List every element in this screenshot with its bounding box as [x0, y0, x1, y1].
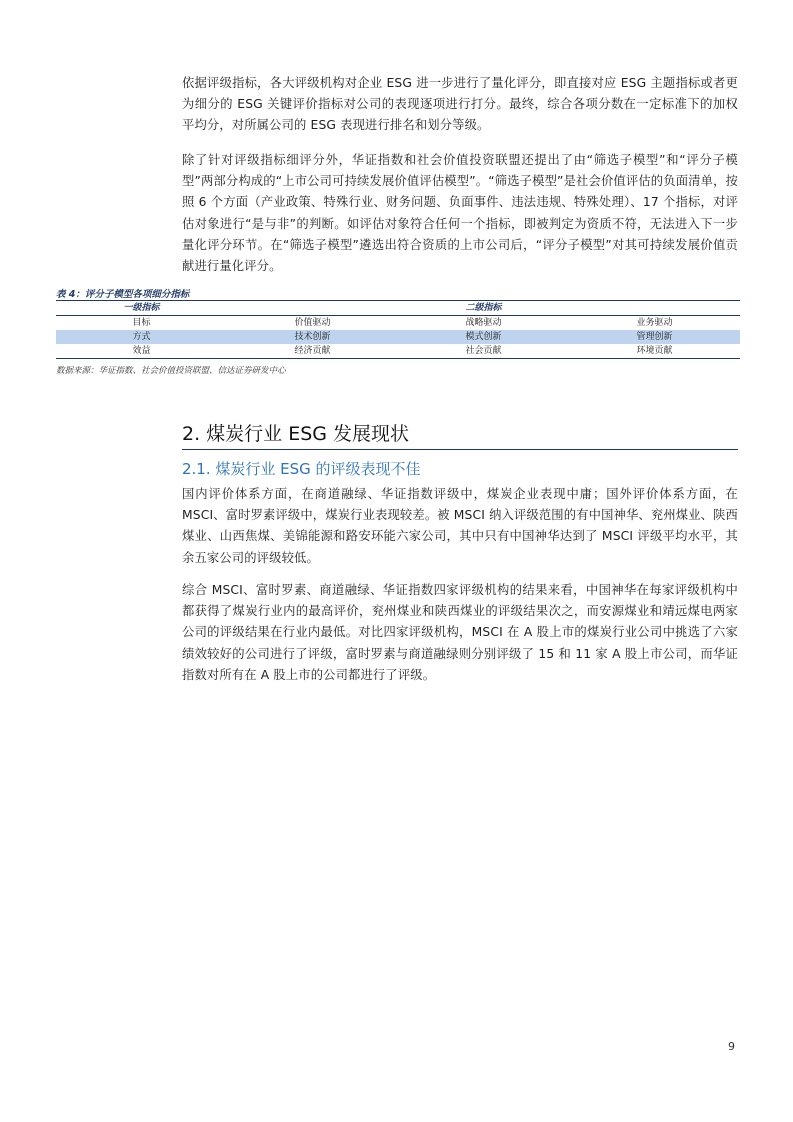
table-row — [56, 316, 740, 331]
paragraph-agency-comparison: 综合 MSCI、富时罗素、商道融绿、华证指数四家评级机构的结果来看，中国神华在每家评级机构中都获得了煤炭行业内的最高评价，兖州煤业和陕西煤业的评级结果次之，而安源煤业和靖远煤电两家公司的评级结果在行业内最低。对比四家评级机构，MSCI 在 A 股上市的煤炭行业公司中挑选了六家绩效较好的公司进行了评级，富时罗素与商道融绿则分别评级了 15 和 11 家 A 股上市公司，而华证指数对所有在 A 股上市的公司都进行了评级。 — [182, 583, 738, 682]
table-cell: 效益 — [56, 344, 227, 359]
table-row — [56, 330, 740, 344]
paragraph-domestic-foreign-ratings: 国内评价体系方面，在商道融绿、华证指数评级中，煤炭企业表现中庸；国外评价体系方面，在 MSCI、富时罗素评级中，煤炭行业表现较差。被 MSCI 纳入评级范围的有中国神华、兖州煤业、陕西煤业、山西焦煤、美锦能源和路安环能六家公司，其中只有中国神华达到了 MSCI 评级平均水平，其余五家公司的评级较低。 — [182, 487, 739, 565]
table-cell: 战略驱动 — [465, 318, 502, 328]
indicator-table — [56, 300, 740, 359]
table-cell: 环境贡献 — [569, 344, 740, 359]
table-cell: 社会贡献 — [398, 344, 569, 359]
table-cell: 管理创新 — [569, 330, 740, 344]
table-source-note: 数据来源：华证指数、社会价值投资联盟、信达证券研发中心 — [56, 366, 286, 376]
table-cell: 技术创新 — [227, 330, 398, 344]
subsection-title: 2.1. 煤炭行业 ESG 的评级表现不佳 — [182, 460, 421, 478]
section-title-rule — [182, 449, 738, 450]
table-row — [56, 344, 740, 359]
paragraph-rating-quantification: 依据评级指标，各大评级机构对企业 ESG 进一步进行了量化评分，即直接对应 ESG 主题指标或者更为细分的 ESG 关键评价指标对公司的表现逐项进行打分。最终，综合各项分数在一定标准下的加权平均分，对所属公司的 ESG 表现进行排名和划分等级。 — [182, 76, 738, 133]
paragraph-valuation-model: 除了针对评级指标细评分外，华证指数和社会价值投资联盟还提出了由“筛选子模型”和“评分子模型”两部分构成的“上市公司可持续发展价值评估模型”。“筛选子模型”是社会价值评估的负面清单，按照 6 个方面（产业政策、特殊行业、财务问题、负面事件、违法违规、特殊处理）、17 个指标，对评估对象进行“是与非”的判断。如评估对象符合任何一个指标，即被判定为资质不符，无法进入下一步量化评分环节。在“筛选子模型”遴选出符合资质的上市公司后，“评分子模型”对其可持续发展价值贡献进行量化评分。 — [182, 153, 738, 274]
header-level1: 一级指标 — [56, 301, 227, 316]
table-cell: 业务驱动 — [636, 318, 673, 328]
table-cell: 方式 — [56, 330, 227, 344]
table-cell: 经济贡献 — [227, 344, 398, 359]
section-title: 2. 煤炭行业 ESG 发展现状 — [182, 423, 410, 445]
page-number: 9 — [728, 1040, 735, 1053]
table-cell: 目标 — [132, 318, 151, 328]
table-cell: 价值驱动 — [294, 318, 331, 328]
table-header-row — [56, 301, 740, 316]
header-level2: 二级指标 — [227, 301, 740, 316]
table-caption: 表 4：评分子模型各项细分指标 — [56, 289, 190, 300]
table-cell: 模式创新 — [398, 330, 569, 344]
